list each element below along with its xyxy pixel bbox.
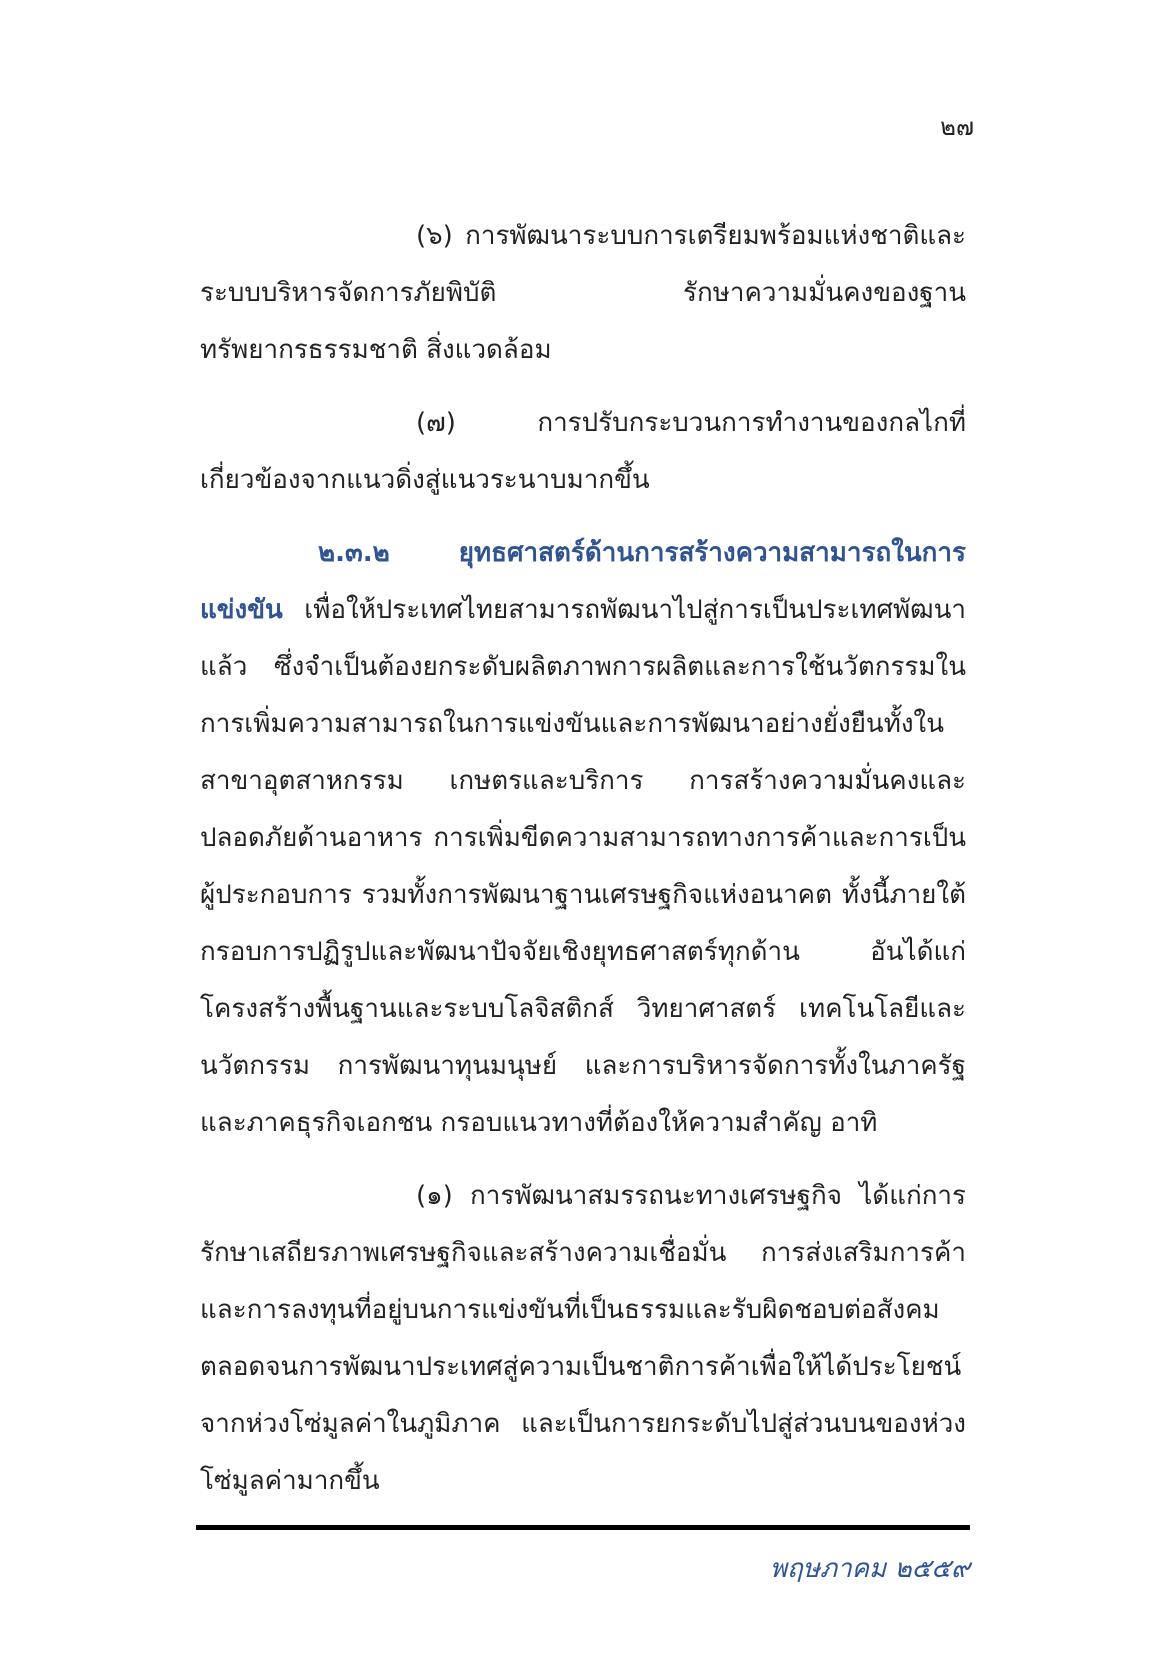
footer-divider [196,1525,970,1530]
section-body-text: เพื่อให้ประเทศไทยสามารถพัฒนาไปสู่การเป็นประเทศพัฒนาแล้ว ซึ่งจำเป็นต้องยกระดับผลิตภาพการผลิตและการใช้นวัตกรรมในการเพิ่มความสามารถในการแข่งขันและการพัฒนาอย่างยั่งยืนทั้งในสาขาอุตสาหกรรม เกษตรและบริการ การสร้างความมั่นคงและปลอดภัยด้านอาหาร การเพิ่มขีดความสามารถทางการค้าและการเป็นผู้ประกอบการ รวมทั้งการพัฒนาฐานเศรษฐกิจแห่งอนาคต ทั้งนี้ภายใต้กรอบการปฏิรูปและพัฒนาปัจจัยเชิงยุทธศาสตร์ทุกด้าน อันได้แก่ โครงสร้างพื้นฐานและระบบโลจิสติกส์ วิทยาศาสตร์ เทคโนโลยีและนวัตกรรม การพัฒนาทุนมนุษย์ และการบริหารจัดการทั้งในภาครัฐและภาคธุรกิจเอกชน กรอบแนวทางที่ต้องให้ความสำคัญ อาทิ [200,595,966,1138]
paragraph-item-1: (๑) การพัฒนาสมรรถนะทางเศรษฐกิจ ได้แก่การรักษาเสถียรภาพเศรษฐกิจและสร้างความเชื่อมั่น การส่งเสริมการค้าและการลงทุนที่อยู่บนการแข่งขันที่เป็นธรรมและรับผิดชอบต่อสังคม ตลอดจนการพัฒนาประเทศสู่ความเป็นชาติการค้าเพื่อให้ได้ประโยชน์จากห่วงโซ่มูลค่าในภูมิภาค และเป็นการยกระดับไปสู่ส่วนบนของห่วงโซ่มูลค่ามากขึ้น [200,1181,966,1496]
section-heading: ๒.๓.๒ ยุทธศาสตร์ด้านการสร้างความสามารถในการแข่งขัน [200,538,966,625]
footer-date: พฤษภาคม ๒๕๕๙ [769,1554,970,1584]
section-2-3-2-paragraph [200,525,966,1152]
document-body [200,208,966,1510]
paragraph-item-7: (๗) การปรับกระบวนการทำงานของกลไกที่เกี่ยวข้องจากแนวดิ่งสู่แนวระนาบมากขึ้น [200,408,966,495]
page-number: ๒๗ [940,113,974,141]
paragraph-item-6: (๖) การพัฒนาระบบการเตรียมพร้อมแห่งชาติและระบบบริหารจัดการภัยพิบัติ รักษาความมั่นคงของฐานทรัพยากรธรรมชาติ สิ่งแวดล้อม [200,221,966,365]
